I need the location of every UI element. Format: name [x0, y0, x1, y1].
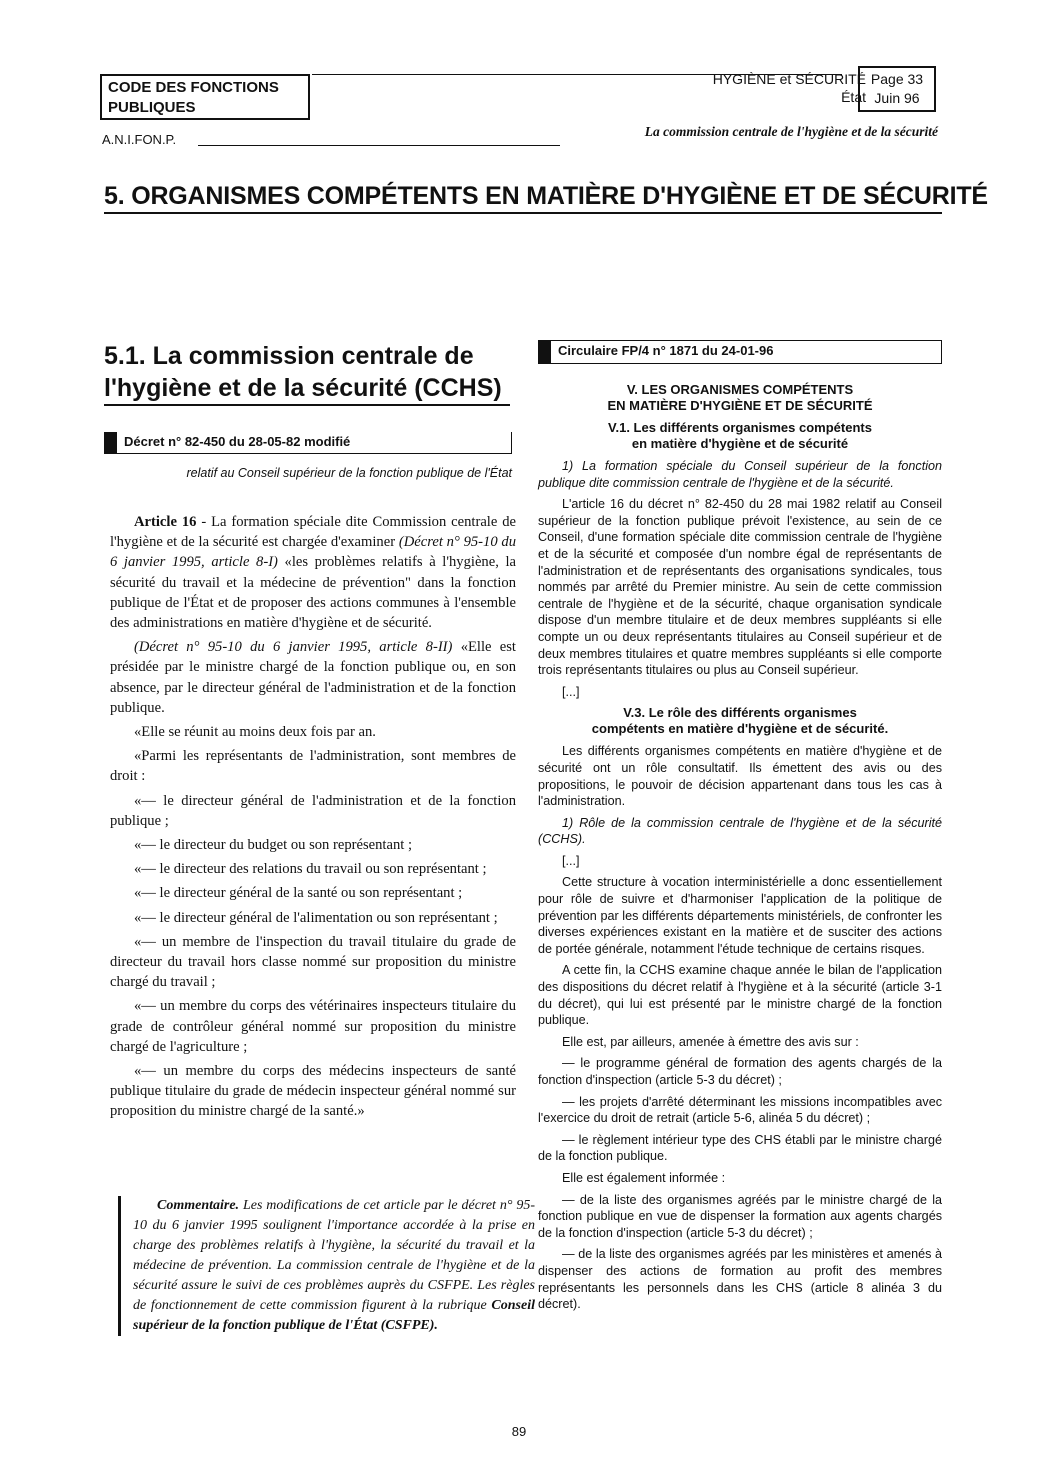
section-title-line1: 5.1. La commission centrale de	[104, 342, 474, 370]
list-item: «— un membre de l'inspection du travail titulaire du grade de directeur du travail hors classe nommé sur proposition du ministre chargé du travail ;	[110, 933, 516, 991]
paragraph: Les différents organismes compétents en matière d'hygiène et de sécurité ont un rôle consultatif. Ils émettent des avis ou des propositions, le pouvoir de décision appartenant dans tous les cas à l'administration.	[538, 744, 942, 809]
list-item: «— le directeur général de la santé ou son représentant ;	[134, 885, 463, 902]
list-item: «— le directeur général de l'administration et de la fonction publique ;	[110, 792, 516, 829]
circular-ref: Circulaire FP/4 n° 1871 du 24-01-96	[558, 343, 774, 358]
decree-citation: (Décret n° 95-10 du 6 janvier 1995, article 8-II)	[134, 639, 453, 656]
article-p1: Article 16 - La formation spéciale dite Commission centrale de l'hygiène et de la sécurité est chargée d'examiner (Décret n° 95-10 du 6 janvier 1995, article 8-I) «les problèmes relatifs à l'hygiène, la sécurité du travail et la médecine de prévention" dans la fonction publique de l'État et de proposer des actions communes à l'ensemble des administrations en matière d'hygiène et de sécurité.	[110, 514, 516, 632]
article-label: Article 16	[134, 514, 197, 530]
commentary: Commentaire. Les modifications de cet article par le décret n° 95-10 du 6 janvier 1995 soulignent l'importance accordée à la prise en charge des problèmes relatifs à l'hygiène, la sécurité du travail et la médecine de prévention. La commission centrale de l'hygiène et de la sécurité assure le suivi de ces problèmes auprès du CSFPE. Les règles de fonctionnement de cette commission figurent à la rubrique Conseil supérieur de la fonction publique de l'État (CSFPE).	[118, 1196, 535, 1336]
list-item: — le règlement intérieur type des CHS établi par le ministre chargé de la fonction publique.	[538, 1132, 942, 1164]
section-line2: État	[841, 89, 866, 105]
list-item: — le programme général de formation des agents chargés de la fonction d'inspection (article 5-3 du décret) ;	[538, 1056, 942, 1087]
decree-subtitle: relatif au Conseil supérieur de la fonction publique de l'État	[186, 466, 512, 480]
page-number: 89	[511, 1424, 527, 1439]
collection-line1: CODE DES FONCTIONS	[108, 79, 279, 96]
comment-label: Commentaire.	[157, 1198, 240, 1213]
article-p2: (Décret n° 95-10 du 6 janvier 1995, article 8-II) «Elle est présidée par le ministre chargé de la fonction publique ou, en son absence, par le directeur général de l'administration et de la fonction publique.	[110, 639, 516, 716]
circular-ref-box	[538, 340, 942, 364]
paragraph: L'article 16 du décret n° 82-450 du 28 mai 1982 relatif au Conseil supérieur de la fonction publique prévoit l'existence, au sein de ce Conseil, d'une formation spéciale dite commission centrale de l'hygiène et de la sécurité et composée d'un nombre égal de représentants de l'administration et de représentants des organisations syndicales, tous nommés par arrêté du Premier ministre. Au sein de cette commission centrale de l'hygiène et de la sécurité, chaque organisation syndicale dispose d'un membre titulaire et de deux membres suppléants si elle compte un ou deux représentants titulaires au Conseil supérieur et de deux membres titulaires et quatre membres suppléants si elle comporte trois représentants titulaires ou plus au Conseil supérieur.	[538, 497, 942, 678]
chapter-rule	[104, 212, 942, 214]
section-block	[713, 70, 866, 106]
running-title: La commission centrale de l'hygiène et de la sécurité	[644, 124, 938, 139]
list-item: — de la liste des organismes agréés par les ministères et amenés à dispenser des actions de formation au profit des membres représentants les personnels dans les CHS (article 8 alinéa 3 du décret).	[538, 1247, 942, 1312]
list-item: «— le directeur des relations du travail ou son représentant ;	[134, 861, 487, 878]
decree-ref-box	[104, 432, 512, 454]
date-label: Juin 96	[874, 90, 920, 106]
list-item: — les projets d'arrêté déterminant les missions incompatibles avec l'exercice du droit de retrait (article 5-6, alinéa 5 du décret) ;	[538, 1094, 942, 1126]
publisher: A.N.I.FON.P.	[102, 132, 177, 147]
section-title-line2: l'hygiène et de la sécurité (CCHS)	[104, 374, 502, 402]
marker-block	[538, 341, 551, 363]
collection-box	[100, 74, 310, 120]
ellipsis: [...]	[562, 853, 580, 868]
decree-ref: Décret n° 82-450 du 28-05-82 modifié	[124, 434, 351, 449]
paragraph: Cette structure à vocation interministérielle a donc essentiellement pour rôle de suivre et d'harmoniser l'application de la politique de prévention par les différents départements ministériels, de confronter les diverses expériences existant en la matière et de susciter des actions de portée générale, notamment l'étude technique de certains risques.	[538, 875, 942, 956]
subheading-v1: V.1. Les différents organismes compétents en matière d'hygiène et de sécurité	[608, 420, 872, 451]
paragraph: A cette fin, la CCHS examine chaque année le bilan de l'application des dispositions du décret relatif à l'hygiène et à la sécurité (article 3-1 du décret), qui lui est présenté par le ministre chargé de la fonction publique.	[538, 963, 942, 1028]
marker-block	[104, 432, 117, 453]
ellipsis: [...]	[562, 684, 580, 699]
list-item: «— un membre du corps des vétérinaires inspecteurs titulaire du grade de contrôleur général nommé sur proposition du ministre chargé de l'agriculture ;	[110, 998, 516, 1055]
collection-line2: PUBLIQUES	[108, 99, 196, 116]
list-item: — de la liste des organismes agréés par le ministre chargé de la fonction publique en vue de dispenser la formation aux agents chargés de la fonction d'inspection (article 5-3 du décret) ;	[538, 1192, 942, 1240]
article-paragraph: «Elle se réunit au moins deux fois par an.	[134, 724, 376, 741]
list-item: «— un membre du corps des médecins inspecteurs de santé publique titulaire du grade de médecin inspecteur général nommé sur proposition du ministre chargé de la santé.»	[110, 1063, 516, 1120]
subheading-v3: V.3. Le rôle des différents organismes compétents en matière d'hygiène et de sécurité.	[591, 705, 889, 737]
header-rule-2	[198, 145, 560, 146]
comment-reference: Conseil supérieur de la fonction publique de l'État (CSFPE).	[133, 1298, 535, 1333]
paragraph: Elle est également informée :	[562, 1170, 726, 1185]
section-title-rule	[104, 404, 510, 406]
article-paragraph: «Parmi les représentants de l'administration, sont membres de droit :	[110, 748, 516, 785]
section-line1: HYGIÈNE et SÉCURITÉ	[712, 71, 866, 87]
chapter-title: 5. ORGANISMES COMPÉTENTS EN MATIÈRE D'HYGIÈNE ET DE SÉCURITÉ	[104, 182, 988, 210]
item-title: 1) Rôle de la commission centrale de l'hygiène et de la sécurité (CCHS).	[538, 815, 942, 847]
section-title	[104, 340, 516, 404]
page-box	[858, 66, 936, 112]
page-label: Page 33	[870, 71, 924, 87]
circular-heading: V. LES ORGANISMES COMPÉTENTS EN MATIÈRE D'HYGIÈNE ET DE SÉCURITÉ	[607, 382, 873, 413]
item-title: 1) La formation spéciale du Conseil supérieur de la fonction publique dite commission centrale de l'hygiène et de la sécurité.	[538, 459, 942, 490]
circular-text	[538, 382, 942, 1318]
article-text	[110, 512, 516, 1126]
paragraph: Elle est, par ailleurs, amenée à émettre des avis sur :	[562, 1034, 859, 1049]
decree-citation: (Décret n° 95-10 du 6 janvier 1995, article 8-I)	[110, 534, 516, 571]
list-item: «— le directeur général de l'alimentation ou son représentant ;	[134, 909, 498, 926]
list-item: «— le directeur du budget ou son représentant ;	[134, 837, 413, 854]
